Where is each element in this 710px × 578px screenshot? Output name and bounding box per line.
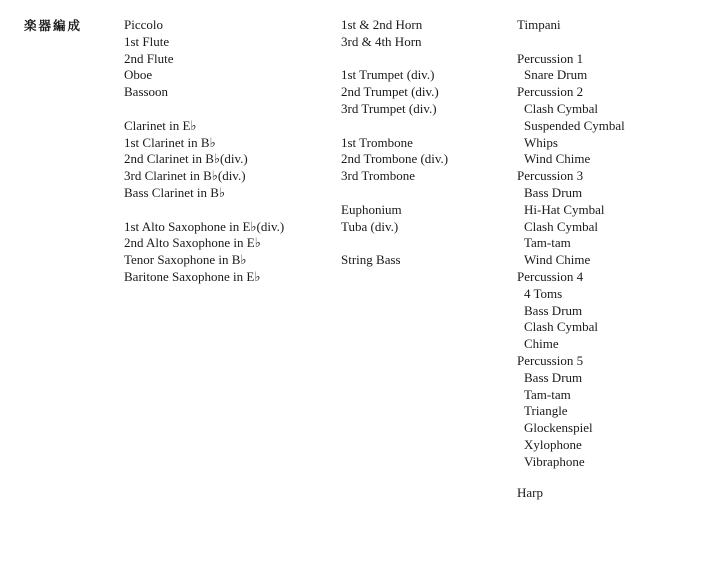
instrument-sub-item: 4 Toms [524, 285, 563, 301]
instrument-sub-item: Wind Chime [524, 151, 591, 167]
instrument-item: 1st & 2nd Horn [341, 17, 423, 32]
instrument-item: 3rd & 4th Horn [341, 33, 422, 49]
instrument-sub-item: Chime [524, 336, 559, 352]
instrument-item: Percussion 5 [517, 352, 584, 368]
instrument-item: 1st Alto Saxophone in E♭(div.) [124, 218, 285, 234]
instrument-sub-item: Clash Cymbal [524, 100, 599, 116]
instrument-item: Tenor Saxophone in B♭ [124, 252, 247, 268]
brass-column [341, 17, 448, 269]
instrument-item: 2nd Trombone (div.) [341, 151, 449, 167]
instrument-sub-item: Whips [524, 134, 558, 150]
instrument-item: Tuba (div.) [341, 218, 399, 234]
instrument-item: Percussion 3 [517, 168, 584, 184]
instrument-item: 3rd Clarinet in B♭(div.) [124, 168, 246, 184]
instrument-item: Percussion 2 [517, 84, 584, 100]
woodwinds-column [124, 17, 284, 286]
instrument-item: Bass Clarinet in B♭ [124, 184, 226, 200]
instrument-sub-item: Suspended Cymbal [524, 117, 625, 133]
instrument-item: 2nd Clarinet in B♭(div.) [124, 151, 248, 167]
instrument-sub-item: Xylophone [524, 436, 582, 452]
spacer [341, 51, 448, 68]
instrument-item: Percussion 1 [517, 50, 584, 66]
instrument-item: Timpani [517, 17, 561, 32]
instrument-item: Harp [517, 484, 543, 500]
instrument-item: 1st Clarinet in B♭ [124, 134, 216, 150]
instrument-sub-item: Tam-tam [524, 386, 571, 402]
instrument-sub-item: Vibraphone [524, 453, 585, 469]
spacer [341, 235, 448, 252]
instrument-item: Clarinet in E♭ [124, 117, 197, 133]
instrument-sub-item: Clash Cymbal [524, 218, 599, 234]
instrument-sub-item: Clash Cymbal [524, 319, 599, 335]
instrument-item: 2nd Alto Saxophone in E♭ [124, 235, 261, 251]
instrument-item: 3rd Trombone [341, 168, 416, 184]
spacer [124, 101, 284, 118]
instrument-item: Oboe [124, 67, 153, 83]
instrument-item: Bassoon [124, 84, 169, 100]
instrument-sub-item: Bass Drum [524, 184, 583, 200]
instrument-sub-item: Snare Drum [524, 67, 588, 83]
instrument-item: 2nd Trumpet (div.) [341, 84, 439, 100]
instrument-sub-item: Tam-tam [524, 235, 571, 251]
instrument-item: Baritone Saxophone in E♭ [124, 268, 261, 284]
instrument-sub-item: Wind Chime [524, 252, 591, 268]
instrument-item: Euphonium [341, 201, 402, 217]
instrument-sub-item: Glockenspiel [524, 420, 593, 436]
instrument-item: 1st Flute [124, 33, 170, 49]
instrument-item: 3rd Trumpet (div.) [341, 100, 437, 116]
instrument-sub-item: Hi-Hat Cymbal [524, 201, 605, 217]
instrument-sub-item: Bass Drum [524, 369, 583, 385]
instrument-item: Piccolo [124, 17, 163, 32]
instrument-sub-item: Bass Drum [524, 302, 583, 318]
percussion-column [517, 17, 625, 501]
instrument-sub-item: Triangle [524, 403, 568, 419]
spacer [517, 34, 625, 51]
instrument-item: 1st Trombone [341, 134, 413, 150]
instrument-item: 1st Trumpet (div.) [341, 67, 435, 83]
spacer [341, 118, 448, 135]
instrument-item: Percussion 4 [517, 268, 584, 284]
instrument-item: String Bass [341, 252, 401, 268]
spacer [517, 471, 625, 485]
instrumentation-heading: 楽器編成 [24, 18, 83, 33]
spacer [341, 185, 448, 202]
spacer [124, 202, 284, 219]
instrument-item: 2nd Flute [124, 50, 174, 66]
